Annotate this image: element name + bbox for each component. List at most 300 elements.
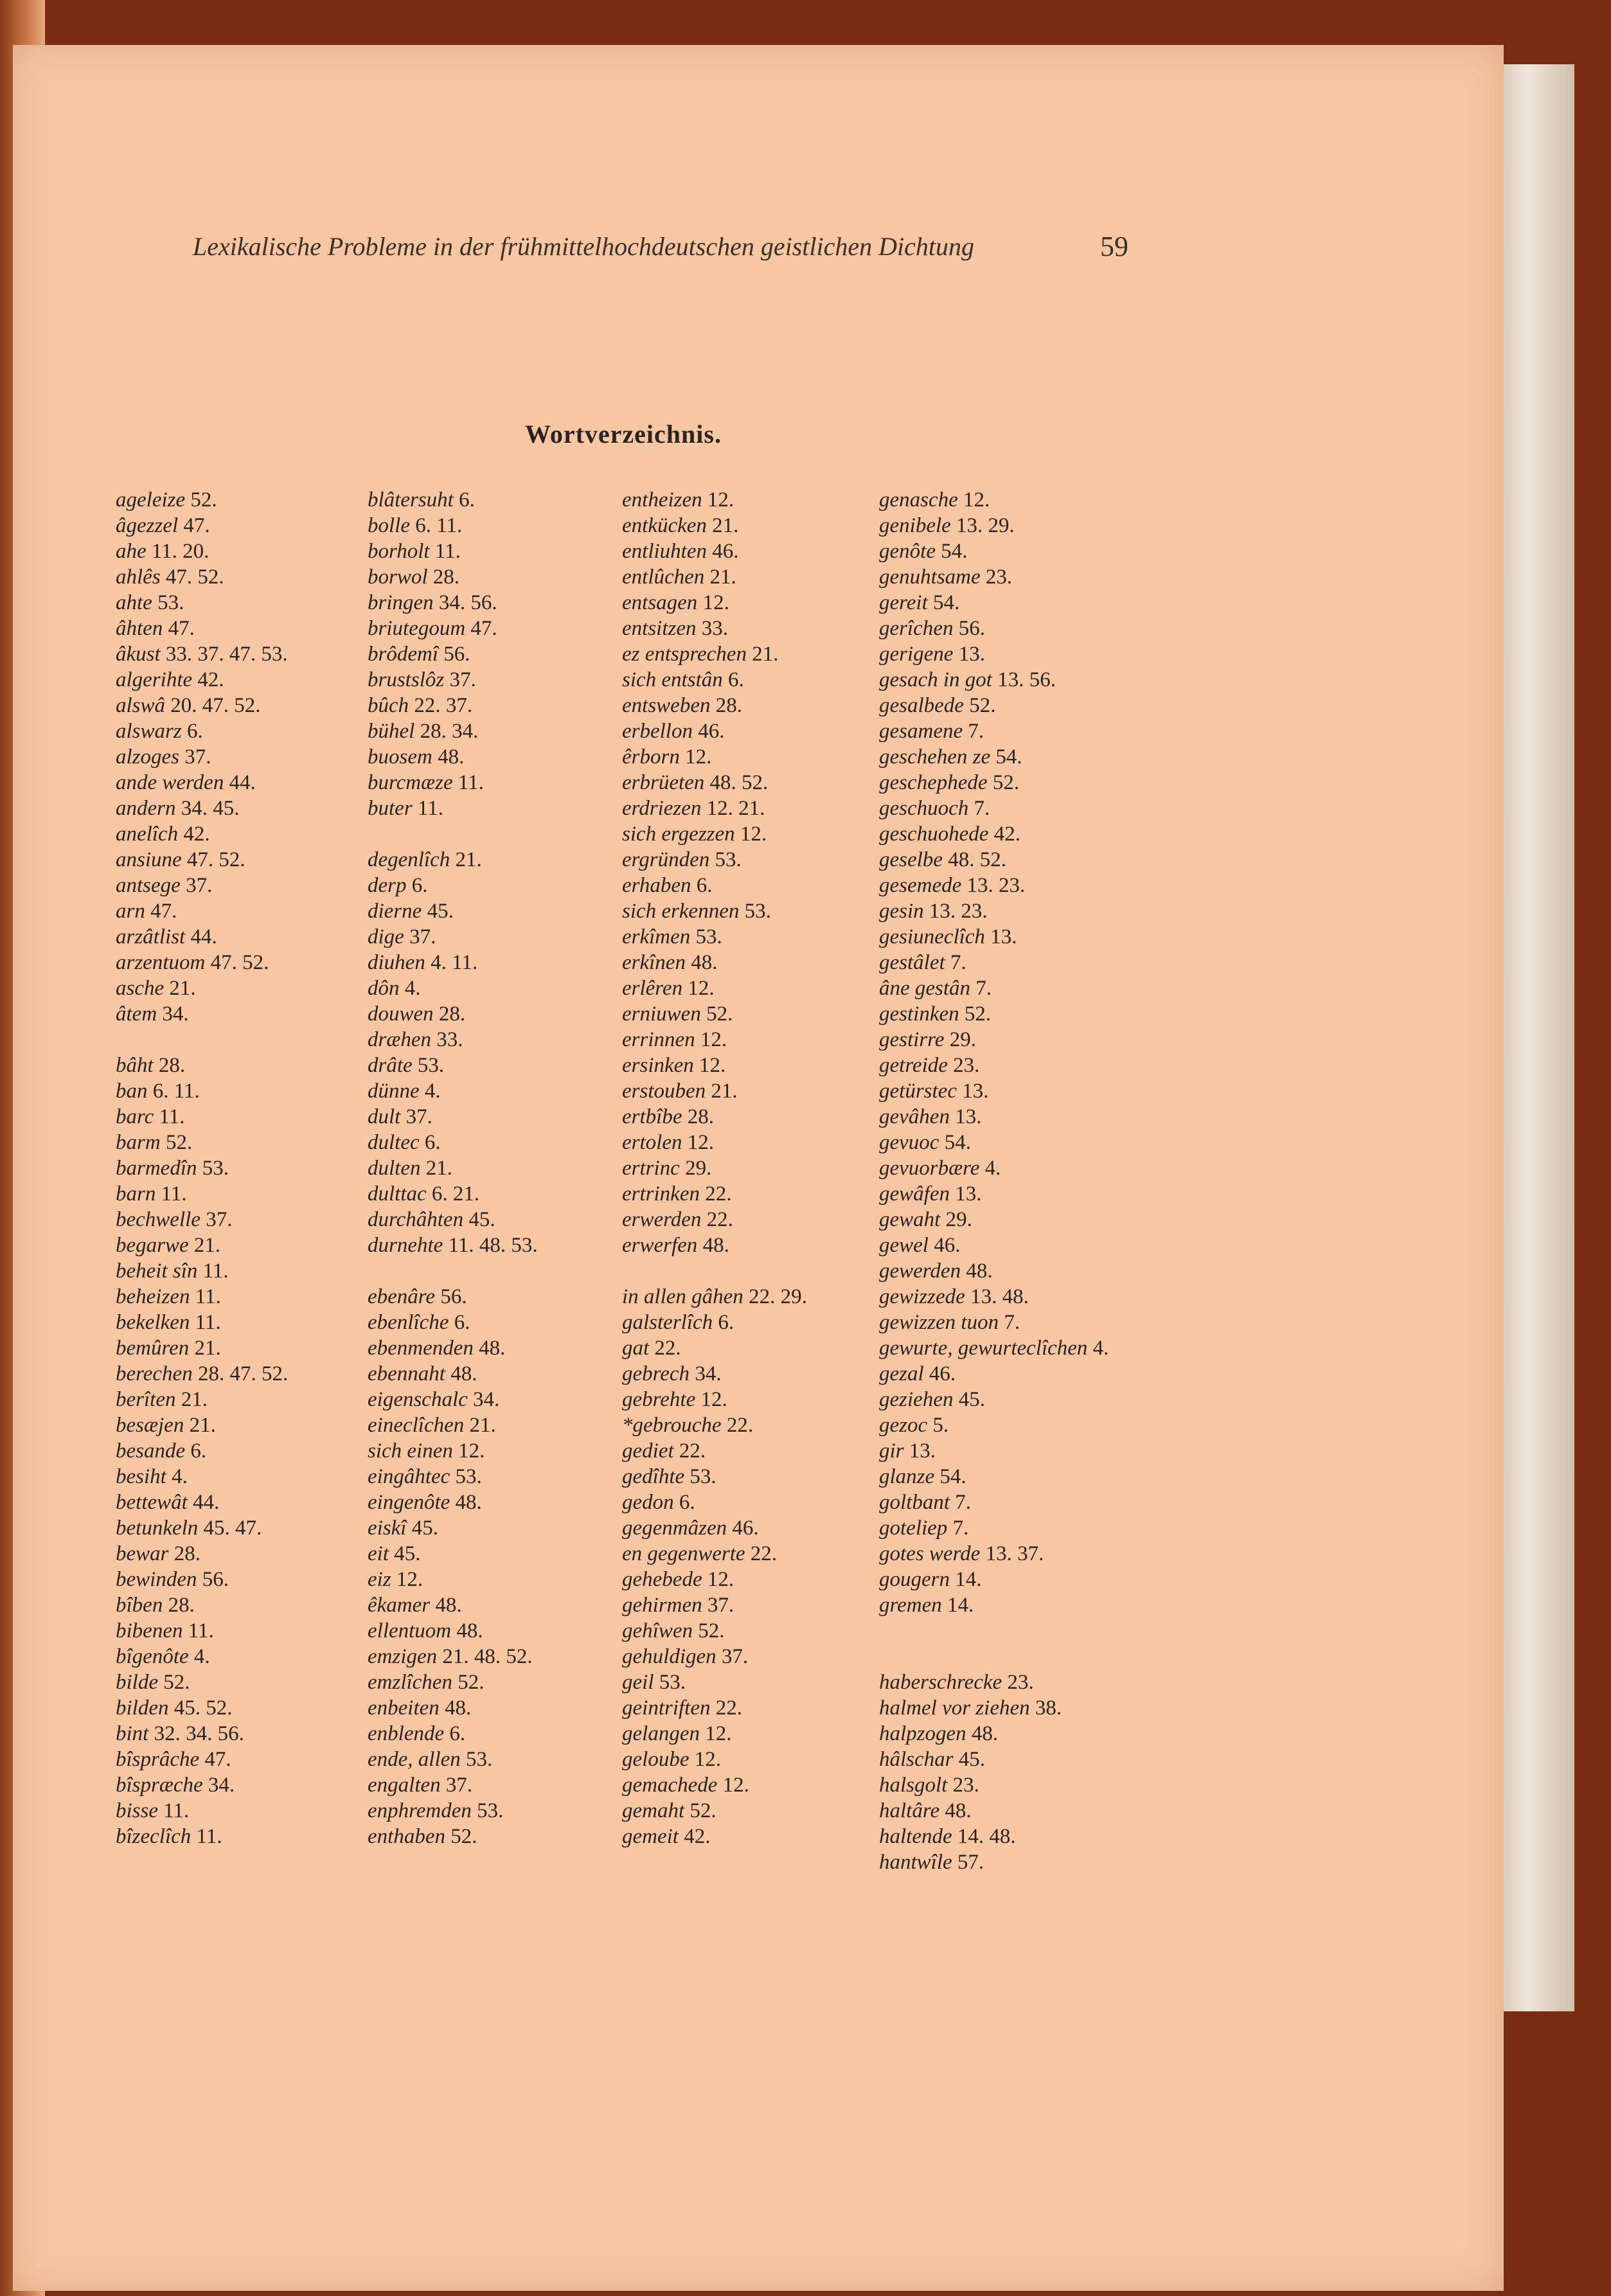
entry-word: erbrüeten (622, 771, 705, 794)
entry-page-refs: 12. (396, 1568, 423, 1591)
index-entry (879, 1490, 1181, 1515)
entry-word: entlûchen (622, 565, 705, 589)
entry-word: bîzeclîch (116, 1825, 191, 1848)
entry-page-refs: 56. (440, 1285, 467, 1308)
entry-page-refs: 53. (695, 925, 722, 948)
entry-word: berechen (116, 1362, 193, 1385)
index-entry (116, 1053, 373, 1078)
entry-word: goltbant (879, 1491, 950, 1514)
index-entry (368, 1412, 625, 1438)
entry-word: diuhen (368, 951, 425, 974)
index-entry (116, 898, 373, 924)
index-entry (368, 1284, 625, 1310)
index-entry (368, 1027, 625, 1053)
entry-page-refs: 45. (411, 1517, 438, 1540)
entry-word: ebennaht (368, 1362, 445, 1385)
index-entry (879, 1078, 1181, 1104)
entry-page-refs: 34. (162, 1002, 189, 1026)
entry-word: bühel (368, 720, 415, 743)
index-entry (622, 1644, 879, 1669)
index-entry (622, 1130, 879, 1155)
entry-word: geloube (622, 1748, 690, 1771)
entry-page-refs: 44. (190, 925, 217, 948)
entry-page-refs: 34. (473, 1388, 500, 1411)
index-entry (116, 564, 373, 590)
index-entry (879, 1592, 1181, 1618)
entry-page-refs: 6. (449, 1722, 466, 1745)
index-entry (879, 1361, 1181, 1387)
entry-word: bilde (116, 1671, 158, 1694)
entry-page-refs: 6. (679, 1491, 695, 1514)
entry-word: entsweben (622, 694, 711, 717)
entry-page-refs: 13. (958, 643, 985, 666)
entry-page-refs: 37. (449, 668, 476, 691)
entry-word: gestirre (879, 1028, 945, 1051)
entry-word: getreide (879, 1054, 948, 1077)
entry-word: sich erkennen (622, 900, 740, 923)
index-entry (622, 1490, 879, 1515)
index-entry (879, 1027, 1181, 1053)
entry-word: bâht (116, 1054, 154, 1077)
entry-word: ebenlîche (368, 1311, 449, 1334)
entry-word: geschuohede (879, 823, 989, 846)
index-entry (622, 1618, 879, 1644)
entry-word: erkînen (622, 951, 686, 974)
index-entry (879, 564, 1181, 590)
entry-page-refs: 11. (159, 1105, 185, 1128)
entry-word: barm (116, 1131, 161, 1154)
entry-page-refs: 45. 52. (174, 1696, 233, 1720)
entry-page-refs: 12. (963, 488, 990, 512)
index-entry (622, 513, 879, 538)
entry-page-refs: 22. (654, 1337, 681, 1360)
entry-word: erwerden (622, 1208, 702, 1231)
index-entry (116, 950, 373, 975)
entry-page-refs: 21. (455, 848, 482, 871)
entry-word: eiskî (368, 1517, 407, 1540)
index-entry (879, 1284, 1181, 1310)
entry-page-refs: 53. (455, 1465, 482, 1488)
entry-page-refs: 45. (958, 1748, 985, 1771)
entry-page-refs: 42. (197, 668, 224, 691)
index-column-1 (116, 487, 373, 1849)
index-entry (879, 950, 1181, 975)
entry-word: geselbe (879, 848, 943, 871)
entry-word: gewerden (879, 1259, 961, 1283)
entry-word: entheizen (622, 488, 702, 512)
index-entry (622, 590, 879, 616)
index-entry (116, 847, 373, 873)
index-entry (879, 1053, 1181, 1078)
index-entry (622, 1721, 879, 1747)
index-entry (116, 1567, 373, 1592)
index-entry (622, 1335, 879, 1361)
index-entry (116, 1515, 373, 1541)
entry-page-refs: 6. 11. (152, 1080, 200, 1103)
index-entry (879, 1233, 1181, 1258)
entry-page-refs: 54. (944, 1131, 971, 1154)
index-entry (116, 616, 373, 641)
index-entry (622, 1695, 879, 1721)
entry-page-refs: 7. (950, 951, 966, 974)
index-entry (622, 1515, 879, 1541)
entry-word: goteliep (879, 1517, 948, 1540)
index-entry (116, 1181, 373, 1207)
index-entry (622, 1207, 879, 1233)
index-entry (116, 1438, 373, 1464)
entry-word: âgezzel (116, 514, 179, 537)
entry-word: hantwîle (879, 1851, 952, 1874)
entry-page-refs: 7. (955, 1491, 972, 1514)
index-entry (116, 1772, 373, 1798)
index-entry (622, 796, 879, 821)
index-entry (622, 1567, 879, 1592)
entry-page-refs: 42. (993, 823, 1020, 846)
entry-word: âkust (116, 643, 161, 666)
index-entry (622, 924, 879, 950)
entry-page-refs: 6. (411, 874, 428, 897)
index-entry (116, 770, 373, 796)
entry-word: brôdemî (368, 643, 438, 666)
index-entry (622, 770, 879, 796)
index-entry (368, 1798, 625, 1824)
entry-word: ende, allen (368, 1748, 461, 1771)
index-entry (879, 1130, 1181, 1155)
index-entry (116, 1078, 373, 1104)
column-gap (879, 1618, 1181, 1644)
entry-word: bibenen (116, 1619, 183, 1642)
entry-page-refs: 28. (158, 1054, 186, 1077)
index-entry (622, 1027, 879, 1053)
entry-word: ban (116, 1080, 148, 1103)
entry-word: ahte (116, 591, 152, 614)
entry-page-refs: 6. (454, 1311, 470, 1334)
entry-word: gehuldigen (622, 1645, 716, 1668)
entry-word: glanze (879, 1465, 935, 1488)
entry-page-refs: 22. (679, 1439, 706, 1463)
entry-word: degenlîch (368, 848, 450, 871)
entry-word: gehîwen (622, 1619, 693, 1642)
entry-word: begarwe (116, 1234, 189, 1257)
entry-page-refs: 13. 23. (966, 874, 1026, 897)
entry-page-refs: 22. (726, 1414, 754, 1437)
index-entry (116, 1001, 373, 1027)
index-entry (879, 770, 1181, 796)
index-entry (622, 538, 879, 564)
entry-word: asche (116, 977, 165, 1000)
index-entry (622, 847, 879, 873)
index-entry (368, 770, 625, 796)
entry-word: engalten (368, 1774, 441, 1797)
entry-page-refs: 4. (172, 1465, 188, 1488)
entry-page-refs: 7. (1004, 1311, 1020, 1334)
entry-page-refs: 53. (744, 900, 771, 923)
index-entry (368, 1335, 625, 1361)
entry-page-refs: 12. (700, 1388, 727, 1411)
index-entry (879, 1669, 1181, 1695)
entry-page-refs: 13. (962, 1080, 989, 1103)
index-entry (879, 796, 1181, 821)
entry-page-refs: 11. 48. 53. (448, 1234, 538, 1257)
index-entry (368, 1181, 625, 1207)
entry-word: gerigene (879, 643, 954, 666)
index-entry (116, 1592, 373, 1618)
entry-word: halsgolt (879, 1774, 948, 1797)
entry-page-refs: 13. (955, 1182, 982, 1206)
entry-page-refs: 47. (168, 617, 195, 640)
entry-word: entsitzen (622, 617, 697, 640)
entry-page-refs: 52. (969, 694, 996, 717)
index-entry (879, 1798, 1181, 1824)
entry-word: gewizzen tuon (879, 1311, 999, 1334)
index-entry (368, 1747, 625, 1772)
entry-page-refs: 52. (450, 1825, 477, 1848)
index-entry (879, 641, 1181, 667)
entry-word: erwerfen (622, 1234, 698, 1257)
entry-word: sich ergezzen (622, 823, 735, 846)
entry-page-refs: 37. (206, 1208, 233, 1231)
index-entry (879, 1438, 1181, 1464)
index-entry (879, 1387, 1181, 1412)
index-entry (116, 641, 373, 667)
index-entry (368, 1361, 625, 1387)
entry-word: genôte (879, 540, 936, 563)
entry-page-refs: 46. (698, 720, 725, 743)
index-entry (368, 873, 625, 898)
entry-word: ande werden (116, 771, 224, 794)
entry-page-refs: 21. (181, 1388, 208, 1411)
index-entry (622, 873, 879, 898)
index-entry (368, 564, 625, 590)
entry-page-refs: 6. (727, 668, 744, 691)
entry-page-refs: 52. (458, 1671, 485, 1694)
entry-page-refs: 47. (470, 617, 497, 640)
entry-word: bîsprâche (116, 1748, 200, 1771)
entry-word: erstouben (622, 1080, 706, 1103)
entry-page-refs: 13. (955, 1105, 982, 1128)
entry-word: halpzogen (879, 1722, 966, 1745)
entry-page-refs: 34. 56. (438, 591, 497, 614)
entry-word: bolle (368, 514, 410, 537)
index-entry (116, 1155, 373, 1181)
entry-word: gewel (879, 1234, 929, 1257)
entry-page-refs: 12. (722, 1774, 749, 1797)
index-entry (879, 1104, 1181, 1130)
index-entry (622, 1361, 879, 1387)
index-entry (116, 975, 373, 1001)
index-entry (116, 538, 373, 564)
entry-page-refs: 23. (952, 1774, 979, 1797)
entry-page-refs: 21. (469, 1414, 496, 1437)
index-entry (368, 1618, 625, 1644)
index-entry (368, 950, 625, 975)
entry-word: durchâhten (368, 1208, 464, 1231)
entry-page-refs: 13. 29. (956, 514, 1015, 537)
entry-page-refs: 37. (409, 925, 436, 948)
index-entry (116, 513, 373, 538)
index-entry (622, 1233, 879, 1258)
index-entry (368, 898, 625, 924)
index-entry (622, 1001, 879, 1027)
index-entry (622, 1798, 879, 1824)
entry-word: bechwelle (116, 1208, 200, 1231)
index-entry (116, 873, 373, 898)
entry-word: enbeiten (368, 1696, 440, 1720)
index-entry (622, 1104, 879, 1130)
entry-word: erlêren (622, 977, 683, 1000)
index-entry (116, 1721, 373, 1747)
index-entry (368, 975, 625, 1001)
entry-page-refs: 28. (687, 1105, 714, 1128)
entry-page-refs: 28. (174, 1542, 200, 1565)
entry-page-refs: 11. (417, 797, 443, 820)
entry-word: *gebrouche (622, 1414, 722, 1437)
index-entry (879, 1310, 1181, 1335)
entry-word: gewizzede (879, 1285, 965, 1308)
entry-word: gotes werde (879, 1542, 981, 1565)
index-entry (622, 1772, 879, 1798)
entry-word: ellentuom (368, 1619, 452, 1642)
entry-page-refs: 14. (947, 1594, 974, 1617)
index-entry (368, 1053, 625, 1078)
entry-word: bisse (116, 1799, 158, 1822)
entry-page-refs: 21. (709, 565, 736, 589)
entry-word: geintriften (622, 1696, 711, 1720)
entry-page-refs: 46. (712, 540, 739, 563)
index-entry (116, 744, 373, 770)
entry-word: dulttac (368, 1182, 427, 1206)
entry-word: eiz (368, 1568, 391, 1591)
index-entry (116, 718, 373, 744)
column-gap (368, 821, 625, 847)
entry-word: êrborn (622, 745, 680, 769)
index-entry (116, 1464, 373, 1490)
entry-word: gediet (622, 1439, 674, 1463)
entry-word: bemûren (116, 1337, 190, 1360)
index-entry (622, 975, 879, 1001)
entry-page-refs: 22. 37. (414, 694, 473, 717)
entry-page-refs: 12. (694, 1748, 721, 1771)
entry-word: galsterlîch (622, 1311, 713, 1334)
index-entry (622, 616, 879, 641)
entry-page-refs: 53. (202, 1157, 229, 1180)
entry-page-refs: 23. (985, 565, 1013, 589)
index-entry (368, 1155, 625, 1181)
entry-word: gewaht (879, 1208, 941, 1231)
entry-word: gemachede (622, 1774, 718, 1797)
index-entry (879, 1515, 1181, 1541)
index-entry (622, 1541, 879, 1567)
entry-word: haltâre (879, 1799, 940, 1822)
entry-page-refs: 52. (992, 771, 1020, 794)
entry-word: bewinden (116, 1568, 197, 1591)
entry-page-refs: 12. (740, 823, 767, 846)
entry-page-refs: 11. (195, 1311, 221, 1334)
entry-page-refs: 54. (939, 1465, 966, 1488)
entry-word: antsege (116, 874, 181, 897)
entry-word: algerihte (116, 668, 193, 691)
index-title: Wortverzeichnis. (525, 420, 722, 449)
index-entry (879, 1155, 1181, 1181)
entry-page-refs: 13. (909, 1439, 936, 1463)
entry-word: geil (622, 1671, 654, 1694)
entry-word: betunkeln (116, 1517, 199, 1540)
index-entry (116, 1207, 373, 1233)
entry-word: ebenmenden (368, 1337, 474, 1360)
entry-page-refs: 47. (183, 514, 210, 537)
entry-word: gezal (879, 1362, 924, 1385)
entry-page-refs: 45. (394, 1542, 421, 1565)
index-entry (879, 924, 1181, 950)
entry-word: genuhtsame (879, 565, 981, 589)
index-entry (368, 1078, 625, 1104)
entry-word: alzoges (116, 745, 179, 769)
entry-page-refs: 45. (958, 1388, 985, 1411)
entry-word: arn (116, 900, 145, 923)
entry-word: erniuwen (622, 1002, 701, 1026)
entry-word: geziehen (879, 1388, 954, 1411)
entry-page-refs: 47. 52. (186, 848, 245, 871)
entry-page-refs: 4. 11. (431, 951, 478, 974)
index-entry (879, 1541, 1181, 1567)
entry-word: dultec (368, 1131, 420, 1154)
index-entry (879, 873, 1181, 898)
entry-page-refs: 12. (699, 1054, 726, 1077)
index-column-4 (879, 487, 1181, 1875)
entry-page-refs: 28. (715, 694, 742, 717)
entry-word: dige (368, 925, 404, 948)
index-entry (368, 1207, 625, 1233)
index-entry (622, 1387, 879, 1412)
index-entry (116, 487, 373, 513)
entry-word: genasche (879, 488, 958, 512)
entry-word: bringen (368, 591, 434, 614)
entry-page-refs: 4. (984, 1157, 1001, 1180)
entry-page-refs: 21. 48. 52. (442, 1645, 533, 1668)
entry-page-refs: 48. (945, 1799, 972, 1822)
entry-word: arzâtlist (116, 925, 186, 948)
entry-page-refs: 46. (732, 1517, 759, 1540)
entry-page-refs: 56. (202, 1568, 229, 1591)
entry-page-refs: 37. (184, 745, 211, 769)
entry-page-refs: 22. (750, 1542, 778, 1565)
entry-page-refs: 22. (706, 1208, 733, 1231)
index-entry (116, 1541, 373, 1567)
index-entry (368, 1387, 625, 1412)
entry-page-refs: 34. (208, 1774, 235, 1797)
entry-word: beheit sîn (116, 1259, 198, 1283)
entry-page-refs: 7. (952, 1517, 969, 1540)
entry-word: sich einen (368, 1439, 453, 1463)
entry-page-refs: 6. (424, 1131, 441, 1154)
index-entry (622, 744, 879, 770)
entry-word: genibele (879, 514, 951, 537)
index-entry (879, 718, 1181, 744)
entry-word: durnehte (368, 1234, 443, 1257)
entry-page-refs: 12. (687, 1131, 714, 1154)
entry-page-refs: 48. (455, 1491, 482, 1514)
entry-word: buter (368, 797, 413, 820)
entry-page-refs: 53. (466, 1748, 493, 1771)
index-entry (879, 1412, 1181, 1438)
entry-word: eit (368, 1542, 389, 1565)
entry-word: burcmæze (368, 771, 453, 794)
entry-page-refs: 4. (404, 977, 421, 1000)
index-entry (116, 1130, 373, 1155)
entry-word: barc (116, 1105, 154, 1128)
entry-word: barmedîn (116, 1157, 197, 1180)
entry-page-refs: 12. (707, 1568, 734, 1591)
